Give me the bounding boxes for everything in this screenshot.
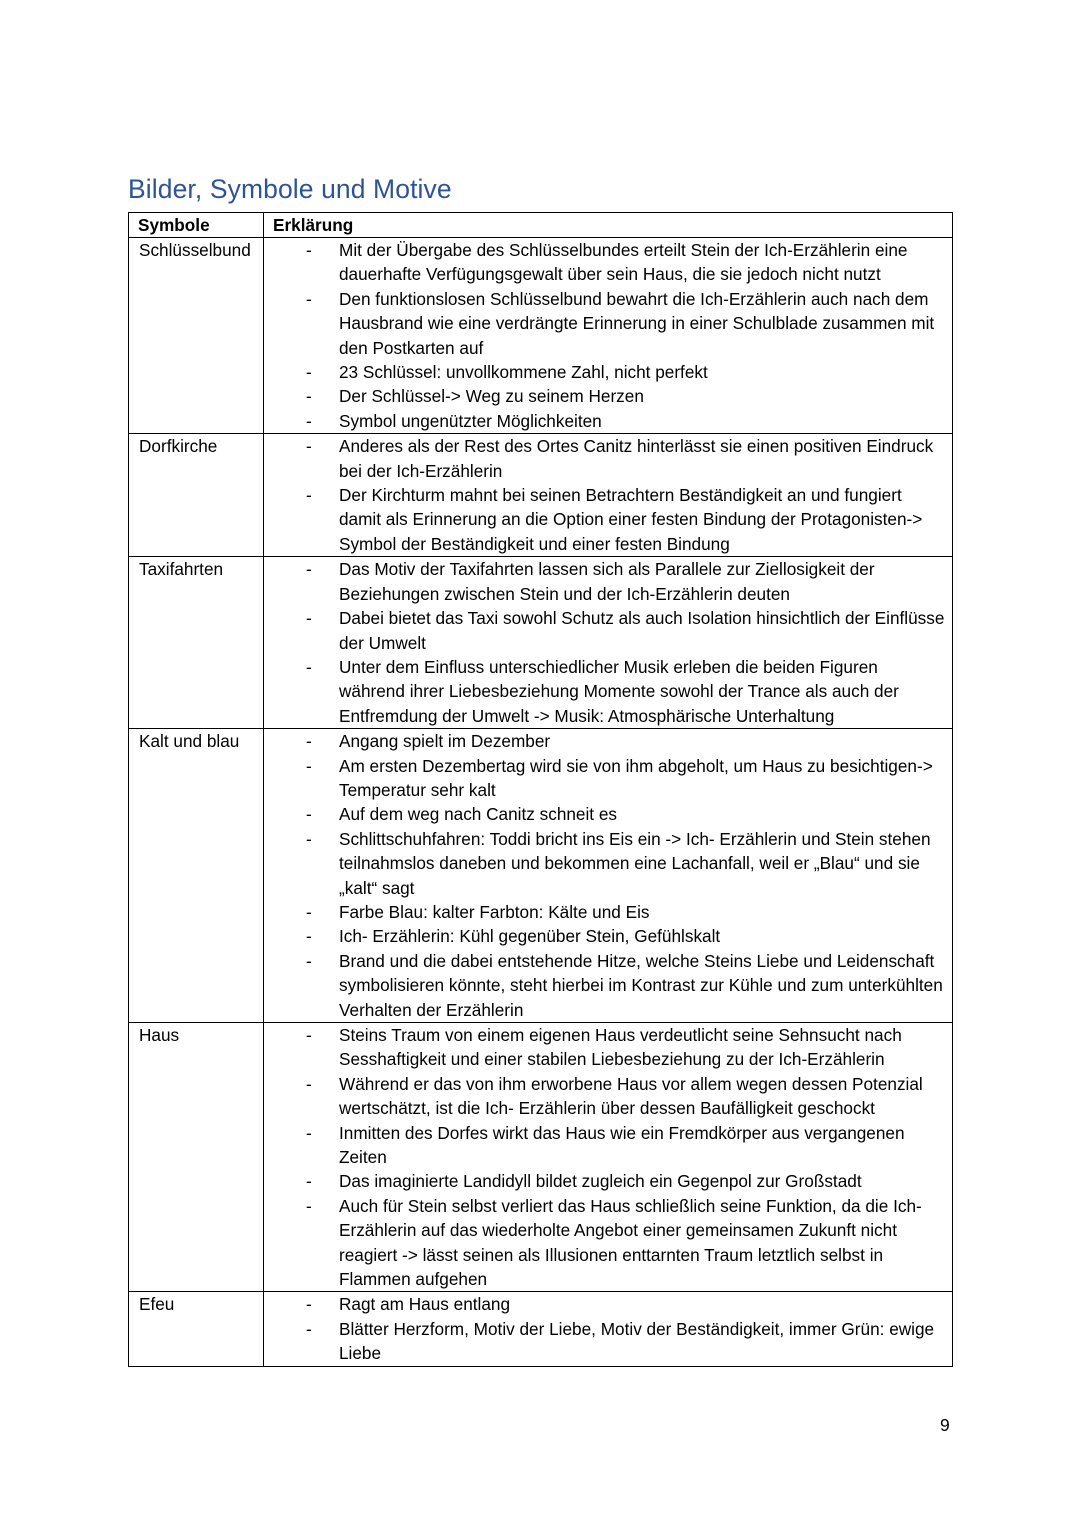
table-header-row — [129, 213, 953, 238]
symbol-term: Schlüsselbund — [129, 238, 264, 434]
table-row — [129, 434, 953, 557]
list-item: - Dabei bietet das Taxi sowohl Schutz als auch Isolation hinsichtlich der Einflüsse der Umwelt — [264, 606, 952, 655]
table-row — [129, 238, 953, 434]
symbol-term: Haus — [129, 1023, 264, 1292]
list-item: - Ragt am Haus entlang — [264, 1292, 952, 1316]
symbols-table — [128, 212, 953, 1367]
list-item: - Unter dem Einfluss unterschiedlicher Musik erleben die beiden Figuren während ihrer Liebesbeziehung Momente sowohl der Trance als auch der Entfremdung der Umwelt -> Musik: Atmosphärische Unterhaltung — [264, 655, 952, 728]
symbol-explanation — [264, 729, 953, 1023]
list-item: - Steins Traum von einem eigenen Haus verdeutlicht seine Sehnsucht nach Sesshaftigkeit und einer stabilen Liebesbeziehung zu der Ich-Erzählerin — [264, 1023, 952, 1072]
list-item: - Schlittschuhfahren: Toddi bricht ins Eis ein -> Ich- Erzählerin und Stein stehen teilnahmslos daneben und bekommen eine Lachanfall, weil er „Blau“ und sie „kalt“ sagt — [264, 827, 952, 900]
symbol-explanation — [264, 434, 953, 557]
list-item: - Brand und die dabei entstehende Hitze, welche Steins Liebe und Leidenschaft symbolisieren könnte, steht hierbei im Kontrast zur Kühle und zum unterkühlten Verhalten der Erzählerin — [264, 949, 952, 1022]
list-item: - Ich- Erzählerin: Kühl gegenüber Stein, Gefühlskalt — [264, 924, 952, 948]
symbol-term: Kalt und blau — [129, 729, 264, 1023]
symbol-explanation — [264, 557, 953, 729]
column-header-symbole: Symbole — [129, 213, 264, 238]
list-item: - Am ersten Dezembertag wird sie von ihm abgeholt, um Haus zu besichtigen-> Temperatur sehr kalt — [264, 754, 952, 803]
symbol-term: Efeu — [129, 1292, 264, 1366]
symbol-term: Dorfkirche — [129, 434, 264, 557]
section-heading: Bilder, Symbole und Motive — [128, 174, 452, 204]
table-row — [129, 557, 953, 729]
list-item: - Symbol ungenützter Möglichkeiten — [264, 409, 952, 433]
list-item: - Auf dem weg nach Canitz schneit es — [264, 802, 952, 826]
symbol-term: Taxifahrten — [129, 557, 264, 729]
list-item: - Der Kirchturm mahnt bei seinen Betrachtern Beständigkeit an und fungiert damit als Erinnerung an die Option einer festen Bindung der Protagonisten-> Symbol der Beständigkeit und einer festen Bindung — [264, 483, 952, 556]
list-item: - Farbe Blau: kalter Farbton: Kälte und Eis — [264, 900, 952, 924]
symbol-explanation — [264, 1292, 953, 1366]
list-item: - 23 Schlüssel: unvollkommene Zahl, nicht perfekt — [264, 360, 952, 384]
list-item: - Angang spielt im Dezember — [264, 729, 952, 753]
list-item: - Den funktionslosen Schlüsselbund bewahrt die Ich-Erzählerin auch nach dem Hausbrand wie eine verdrängte Erinnerung in einer Schulblade zusammen mit den Postkarten auf — [264, 287, 952, 360]
page-number: 9 — [940, 1415, 950, 1435]
list-item: - Der Schlüssel-> Weg zu seinem Herzen — [264, 384, 952, 408]
column-header-erklaerung: Erklärung — [264, 213, 953, 238]
list-item: - Mit der Übergabe des Schlüsselbundes erteilt Stein der Ich-Erzählerin eine dauerhafte Verfügungsgewalt über sein Haus, die sie jedoch nicht nutzt — [264, 238, 952, 287]
list-item: - Blätter Herzform, Motiv der Liebe, Motiv der Beständigkeit, immer Grün: ewige Liebe — [264, 1317, 952, 1366]
table-row — [129, 1292, 953, 1366]
list-item: - Das Motiv der Taxifahrten lassen sich als Parallele zur Ziellosigkeit der Beziehungen zwischen Stein und der Ich-Erzählerin deuten — [264, 557, 952, 606]
list-item: - Während er das von ihm erworbene Haus vor allem wegen dessen Potenzial wertschätzt, ist die Ich- Erzählerin über dessen Baufälligkeit geschockt — [264, 1072, 952, 1121]
symbol-explanation — [264, 238, 953, 434]
table-row — [129, 729, 953, 1023]
list-item: - Das imaginierte Landidyll bildet zugleich ein Gegenpol zur Großstadt — [264, 1169, 952, 1193]
list-item: - Inmitten des Dorfes wirkt das Haus wie ein Fremdkörper aus vergangenen Zeiten — [264, 1121, 952, 1170]
table-row — [129, 1023, 953, 1292]
list-item: - Auch für Stein selbst verliert das Haus schließlich seine Funktion, da die Ich- Erzählerin auf das wiederholte Angebot einer gemeinsamen Zukunft nicht reagiert -> lässt seinen als Illusionen enttarnten Traum letztlich selbst in Flammen aufgehen — [264, 1194, 952, 1292]
list-item: - Anderes als der Rest des Ortes Canitz hinterlässt sie einen positiven Eindruck bei der Ich-Erzählerin — [264, 434, 952, 483]
symbol-explanation — [264, 1023, 953, 1292]
